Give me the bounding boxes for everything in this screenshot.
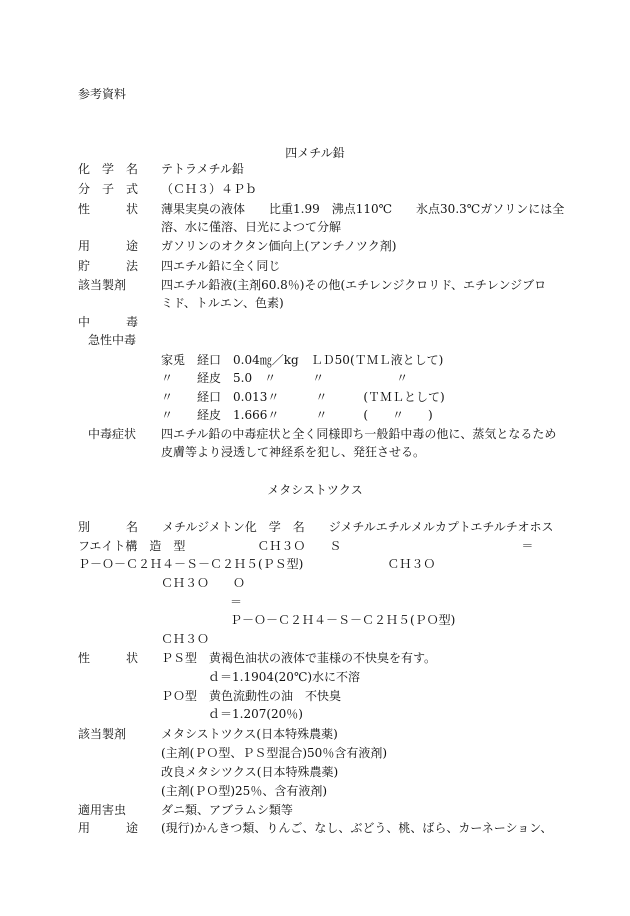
line-formula-ps: Ｐ－Ｏ－Ｃ２Ｈ４－Ｓ－Ｃ２Ｈ５(ＰＳ型) ＣＨ３Ｏ [78,557,436,571]
toxicity-line-1: 家兎 経口 0.04㎎／kg ＬＤ50(ＴＭＬ液として) [161,353,444,367]
value-prep-3: 改良メタシツクス(日本特殊農薬) [161,765,339,779]
line-alias: 別 名 メチルジメトン化 学 名 ジメチルエチルメルカプトエチルチオホス [78,520,554,534]
line-structure: フエイト構 造 型 ＣＨ３Ｏ Ｓ ＝ [78,539,534,553]
label-target-pests: 適用害虫 [78,803,127,817]
value-prep-2: (主剤(ＰＯ型、ＰＳ型混合)50％含有液剤) [161,746,387,760]
value-prep-1: メタシストツクス(日本特殊農薬) [161,727,338,741]
value-use: ガソリンのオクタン価向上(アンチノツク剤) [161,239,397,253]
label-preparations: 該当製剤 [78,278,127,292]
value-symptoms-1: 四エチル鉛の中毒症状と全く同様即ち一般鉛中毒の他に、蒸気となるため [161,427,557,441]
value-preparations-1: 四エチル鉛液(主剤60.8％)その他(エチレンジクロリド、エチレンジブロ [161,278,547,292]
line-ch3o-lower: ＣＨ３Ｏ [161,632,210,646]
label-chemical-name: 化 学 名 [78,162,139,176]
toxicity-line-3: 〃 経口 0.013〃 〃 (ＴＭＬとして) [161,390,445,404]
value-preparations-2: ミド、トルエン、色素) [161,296,284,310]
header-label: 参考資料 [78,87,127,101]
label-symptoms: 中毒症状 [88,427,137,441]
value-target-pests: ダニ類、アブラムシ類等 [161,803,293,817]
line-formula-po: Ｐ－Ｏ－Ｃ２Ｈ４－Ｓ－Ｃ２Ｈ５(ＰＯ型) [230,613,456,627]
toxicity-line-4: 〃 経皮 1.666〃 〃 ( 〃 ) [161,408,433,422]
label-properties-2: 性 状 [78,651,139,665]
toxicity-line-2: 〃 経皮 5.0 〃 〃 〃 [161,371,409,385]
label-poisoning: 中 毒 [78,315,139,329]
value-prep-4: (主剤(ＰＯ型)25％、含有液剤) [161,784,327,798]
label-formula: 分 子 式 [78,182,139,196]
value-po-type: ＰＯ型 黄色流動性の油 不快臭 [161,689,342,703]
value-po-density: ｄ＝1.207(20％) [208,707,303,721]
value-ps-type: ＰＳ型 黄褐色油状の液体で韮様の不快臭を有す。 [161,651,437,665]
value-properties-1: 薄果実臭の液体 比重1.99 沸点110℃ 氷点30.3℃ガソリンには全 [161,202,565,216]
value-chemical-name: テトラメチル鉛 [161,162,245,176]
label-storage: 貯 法 [78,259,139,273]
value-storage: 四エチル鉛に全く同じ [161,259,281,273]
label-use: 用 途 [78,239,139,253]
section-title-metasystox: メタシストツクス [267,483,363,497]
value-use-2: (現行)かんきつ類、りんご、なし、ぶどう、桃、ばら、カーネーション、 [161,821,553,835]
label-properties: 性 状 [78,202,139,216]
label-use-2: 用 途 [78,821,139,835]
value-formula: （ＣＨ３）４Ｐｂ [161,182,258,196]
value-symptoms-2: 皮膚等より浸透して神経系を犯し、発狂させる。 [161,445,426,459]
label-acute-poisoning: 急性中毒 [88,333,137,347]
section-title-tetramethyl-lead: 四メチル鉛 [285,146,345,160]
label-preparations-2: 該当製剤 [78,727,127,741]
line-ch3o-upper: ＣＨ３Ｏ Ｏ [161,576,246,590]
value-ps-density: ｄ＝1.1904(20℃)水に不溶 [208,670,361,684]
value-properties-2: 溶、水に僅溶、日光によつて分解 [161,220,342,234]
line-double-bond: ＝ [230,595,243,609]
